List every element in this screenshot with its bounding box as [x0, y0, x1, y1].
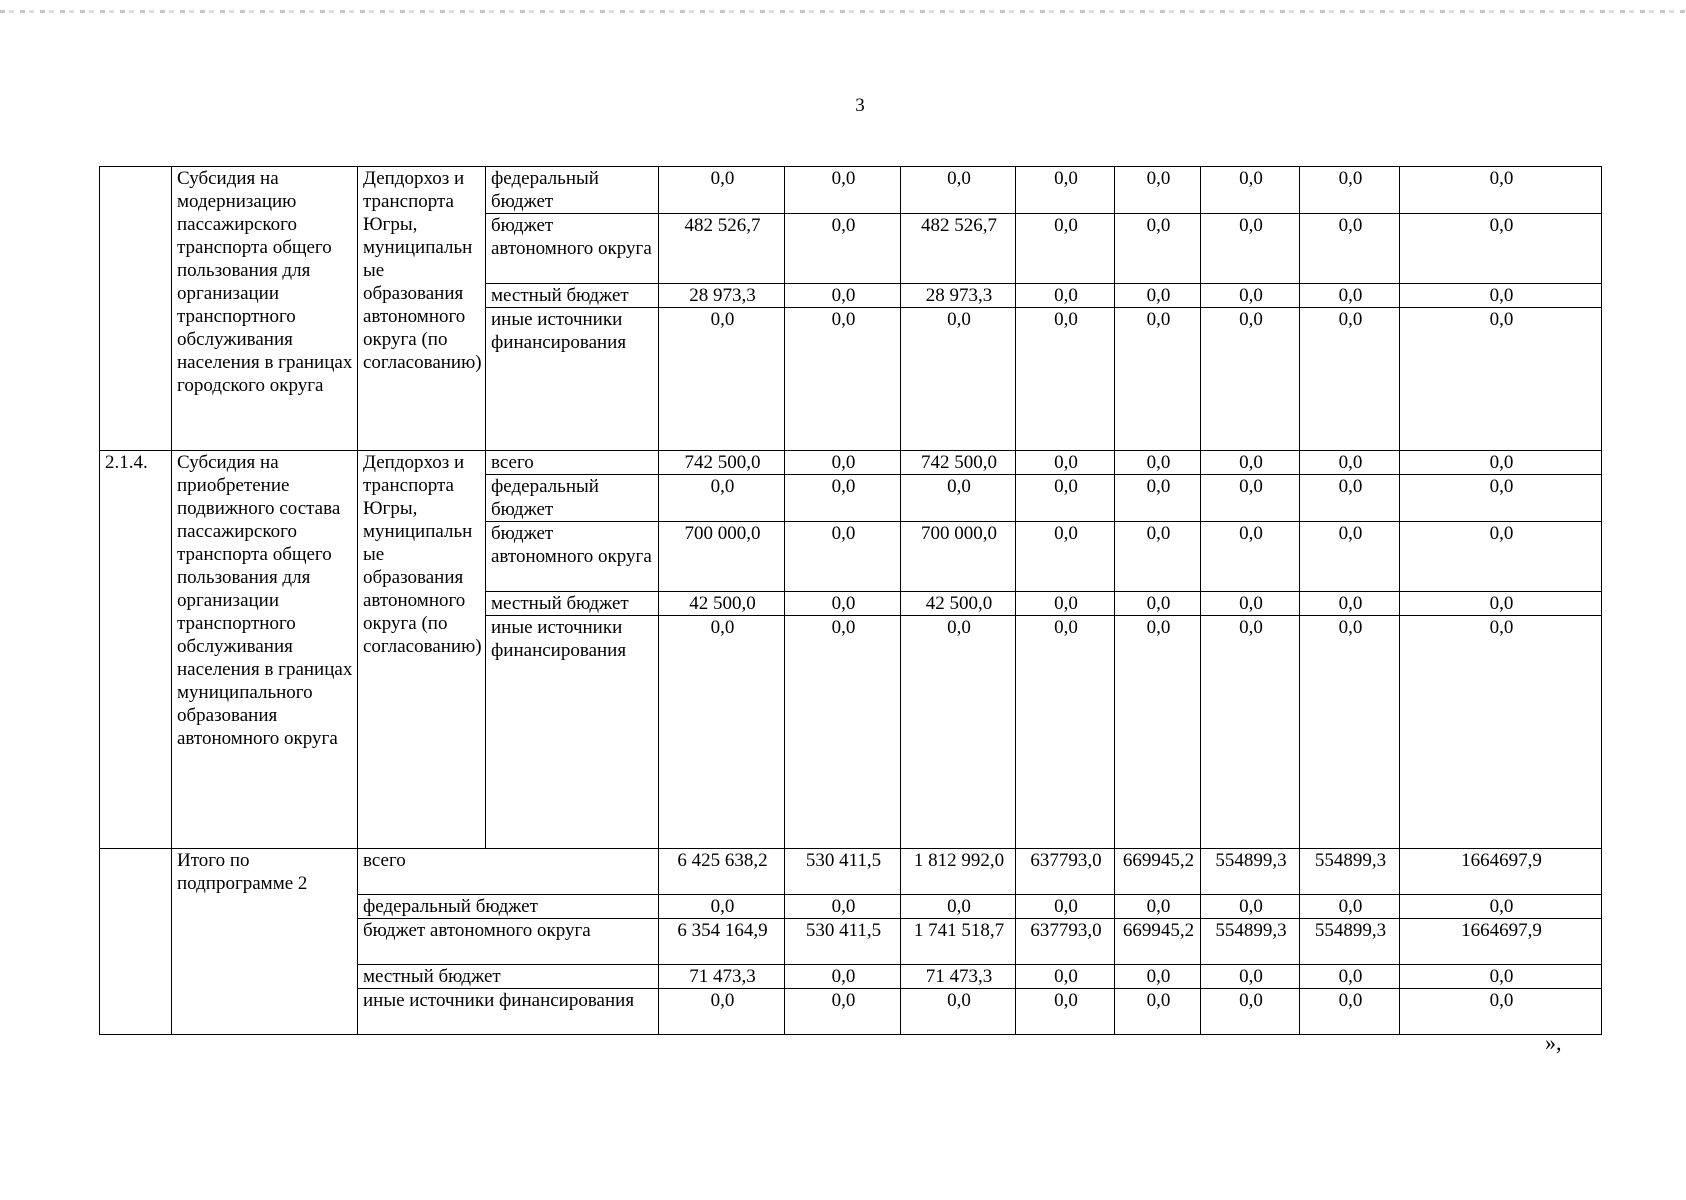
- amount-cell: 0,0: [785, 522, 901, 592]
- table-row: [100, 849, 1602, 895]
- amount-cell: 0,0: [1300, 284, 1400, 308]
- amount-cell: 0,0: [785, 895, 901, 919]
- amount-cell: 0,0: [1300, 475, 1400, 522]
- amount-cell: 0,0: [785, 451, 901, 475]
- amount-cell: 0,0: [901, 308, 1016, 451]
- amount-cell: 482 526,7: [659, 214, 785, 284]
- funding-source-cell: иные источники финансирования: [486, 308, 659, 451]
- amount-cell: 0,0: [1300, 451, 1400, 475]
- table-row: [100, 451, 1602, 475]
- amount-cell: 0,0: [1201, 592, 1300, 616]
- amount-cell: 71 473,3: [901, 965, 1016, 989]
- amount-cell: 0,0: [1400, 522, 1602, 592]
- page-number: 3: [855, 95, 865, 116]
- amount-cell: 0,0: [1201, 895, 1300, 919]
- amount-cell: 0,0: [659, 308, 785, 451]
- funding-source-cell: бюджет автономного округа: [358, 919, 659, 965]
- amount-cell: 669945,2: [1115, 919, 1201, 965]
- amount-cell: 554899,3: [1201, 919, 1300, 965]
- amount-cell: 0,0: [901, 616, 1016, 849]
- amount-cell: 742 500,0: [659, 451, 785, 475]
- amount-cell: 0,0: [659, 616, 785, 849]
- funding-source-cell: бюджет автономного округа: [486, 522, 659, 592]
- amount-cell: 0,0: [1115, 522, 1201, 592]
- amount-cell: 530 411,5: [785, 849, 901, 895]
- amount-cell: 0,0: [785, 308, 901, 451]
- amount-cell: 0,0: [1300, 214, 1400, 284]
- amount-cell: 1664697,9: [1400, 849, 1602, 895]
- item-code-cell: [100, 167, 172, 451]
- amount-cell: 554899,3: [1300, 849, 1400, 895]
- amount-cell: 0,0: [1115, 965, 1201, 989]
- amount-cell: 700 000,0: [901, 522, 1016, 592]
- amount-cell: 0,0: [1300, 167, 1400, 214]
- amount-cell: 0,0: [1400, 284, 1602, 308]
- amount-cell: 0,0: [785, 167, 901, 214]
- amount-cell: 0,0: [1201, 616, 1300, 849]
- amount-cell: 0,0: [659, 475, 785, 522]
- amount-cell: 0,0: [1016, 214, 1115, 284]
- amount-cell: 637793,0: [1016, 849, 1115, 895]
- funding-source-cell: местный бюджет: [358, 965, 659, 989]
- amount-cell: 6 354 164,9: [659, 919, 785, 965]
- amount-cell: 0,0: [1115, 616, 1201, 849]
- amount-cell: 0,0: [901, 989, 1016, 1035]
- amount-cell: 1 741 518,7: [901, 919, 1016, 965]
- amount-cell: 0,0: [1201, 989, 1300, 1035]
- amount-cell: 0,0: [1115, 475, 1201, 522]
- amount-cell: 0,0: [1115, 451, 1201, 475]
- amount-cell: 0,0: [785, 475, 901, 522]
- amount-cell: 0,0: [1016, 616, 1115, 849]
- amount-cell: 0,0: [1400, 965, 1602, 989]
- amount-cell: 0,0: [785, 989, 901, 1035]
- amount-cell: 0,0: [1115, 989, 1201, 1035]
- amount-cell: 0,0: [1201, 308, 1300, 451]
- funding-source-cell: всего: [486, 451, 659, 475]
- amount-cell: 554899,3: [1300, 919, 1400, 965]
- funding-source-cell: местный бюджет: [486, 284, 659, 308]
- amount-cell: 0,0: [1115, 308, 1201, 451]
- amount-cell: 0,0: [785, 592, 901, 616]
- amount-cell: 71 473,3: [659, 965, 785, 989]
- item-code-cell: 2.1.4.: [100, 451, 172, 849]
- amount-cell: 0,0: [1016, 895, 1115, 919]
- table-row: [100, 167, 1602, 214]
- amount-cell: 0,0: [1115, 214, 1201, 284]
- amount-cell: 0,0: [1115, 284, 1201, 308]
- amount-cell: 0,0: [785, 214, 901, 284]
- amount-cell: 0,0: [1400, 451, 1602, 475]
- amount-cell: 0,0: [1016, 167, 1115, 214]
- amount-cell: 0,0: [1300, 522, 1400, 592]
- funding-source-cell: иные источники финансирования: [358, 989, 659, 1035]
- funding-source-cell: местный бюджет: [486, 592, 659, 616]
- amount-cell: 0,0: [1016, 475, 1115, 522]
- budget-table-body: [100, 167, 1602, 1035]
- amount-cell: 0,0: [1201, 522, 1300, 592]
- amount-cell: 0,0: [1400, 989, 1602, 1035]
- amount-cell: 637793,0: [1016, 919, 1115, 965]
- funding-source-cell: всего: [358, 849, 659, 895]
- amount-cell: 0,0: [901, 475, 1016, 522]
- amount-cell: 0,0: [1400, 475, 1602, 522]
- item-code-cell: [100, 849, 172, 1035]
- amount-cell: 6 425 638,2: [659, 849, 785, 895]
- amount-cell: 0,0: [1300, 308, 1400, 451]
- amount-cell: 0,0: [1016, 308, 1115, 451]
- amount-cell: 0,0: [1201, 214, 1300, 284]
- amount-cell: 0,0: [785, 616, 901, 849]
- amount-cell: 742 500,0: [901, 451, 1016, 475]
- amount-cell: 0,0: [659, 895, 785, 919]
- amount-cell: 1664697,9: [1400, 919, 1602, 965]
- amount-cell: 0,0: [785, 284, 901, 308]
- amount-cell: 0,0: [1016, 522, 1115, 592]
- amount-cell: 0,0: [1201, 965, 1300, 989]
- amount-cell: 0,0: [1300, 616, 1400, 849]
- amount-cell: 28 973,3: [901, 284, 1016, 308]
- amount-cell: 0,0: [1115, 592, 1201, 616]
- amount-cell: 482 526,7: [901, 214, 1016, 284]
- amount-cell: 28 973,3: [659, 284, 785, 308]
- amount-cell: 42 500,0: [659, 592, 785, 616]
- amount-cell: 0,0: [1400, 895, 1602, 919]
- amount-cell: 1 812 992,0: [901, 849, 1016, 895]
- item-title-cell: Итого по подпрограмме 2: [172, 849, 358, 1035]
- amount-cell: 0,0: [1300, 989, 1400, 1035]
- budget-table: [99, 166, 1602, 1035]
- amount-cell: 0,0: [785, 965, 901, 989]
- amount-cell: 554899,3: [1201, 849, 1300, 895]
- amount-cell: 0,0: [1115, 167, 1201, 214]
- amount-cell: 0,0: [1400, 167, 1602, 214]
- amount-cell: 530 411,5: [785, 919, 901, 965]
- funding-source-cell: федеральный бюджет: [486, 475, 659, 522]
- item-title-cell: Субсидия на приобретение подвижного состава пассажирского транспорта общего пользования для организации транспортного обслуживания населения в границах муниципального образования автономного округа: [172, 451, 358, 849]
- amount-cell: 669945,2: [1115, 849, 1201, 895]
- amount-cell: 0,0: [1300, 965, 1400, 989]
- funding-source-cell: бюджет автономного округа: [486, 214, 659, 284]
- amount-cell: 700 000,0: [659, 522, 785, 592]
- amount-cell: 0,0: [901, 167, 1016, 214]
- funding-source-cell: федеральный бюджет: [358, 895, 659, 919]
- amount-cell: 42 500,0: [901, 592, 1016, 616]
- amount-cell: 0,0: [659, 989, 785, 1035]
- funding-source-cell: федеральный бюджет: [486, 167, 659, 214]
- item-title-cell: Субсидия на модернизацию пассажирского транспорта общего пользования для организации транспортного обслуживания населения в границах городского округа: [172, 167, 358, 451]
- amount-cell: 0,0: [1201, 451, 1300, 475]
- amount-cell: 0,0: [1300, 592, 1400, 616]
- amount-cell: 0,0: [1400, 616, 1602, 849]
- amount-cell: 0,0: [1016, 989, 1115, 1035]
- executor-cell: Депдорхоз и транспорта Югры, муниципальные образования автономного округа (по согласованию): [358, 451, 486, 849]
- amount-cell: 0,0: [1400, 214, 1602, 284]
- amount-cell: 0,0: [1016, 965, 1115, 989]
- executor-cell: Депдорхоз и транспорта Югры, муниципальные образования автономного округа (по согласованию): [358, 167, 486, 451]
- amount-cell: 0,0: [1400, 308, 1602, 451]
- amount-cell: 0,0: [1016, 592, 1115, 616]
- closing-quote-mark: »,: [1545, 1030, 1562, 1055]
- amount-cell: 0,0: [1400, 592, 1602, 616]
- funding-source-cell: иные источники финансирования: [486, 616, 659, 849]
- amount-cell: 0,0: [1016, 284, 1115, 308]
- scan-edge-artifact: [0, 10, 1686, 13]
- amount-cell: 0,0: [1201, 475, 1300, 522]
- amount-cell: 0,0: [1201, 284, 1300, 308]
- amount-cell: 0,0: [1201, 167, 1300, 214]
- amount-cell: 0,0: [659, 167, 785, 214]
- amount-cell: 0,0: [1115, 895, 1201, 919]
- amount-cell: 0,0: [1300, 895, 1400, 919]
- amount-cell: 0,0: [1016, 451, 1115, 475]
- amount-cell: 0,0: [901, 895, 1016, 919]
